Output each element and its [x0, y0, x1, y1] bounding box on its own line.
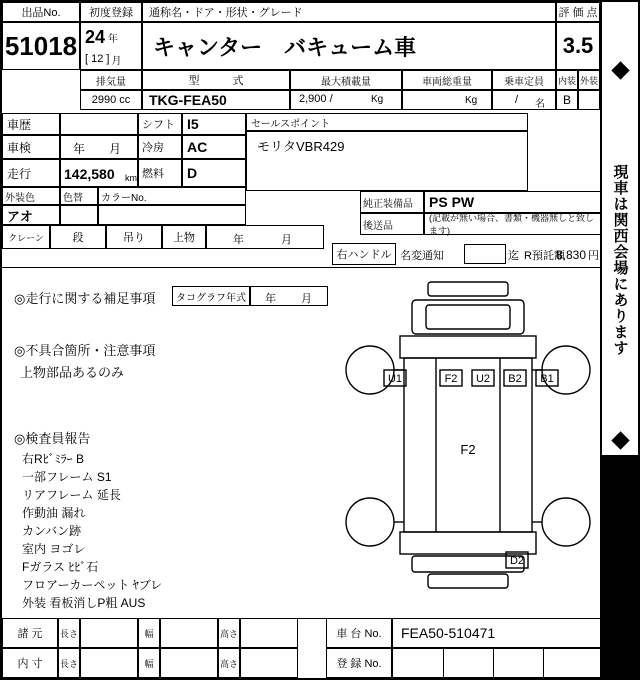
run-note-title: ◎走行に関する補足事項	[14, 291, 156, 306]
name-change-field[interactable]	[464, 244, 506, 264]
reg-year-value: 24	[85, 26, 106, 47]
inspector-line-2: 一部フレーム S1	[22, 470, 112, 484]
size-label: 内 寸	[2, 648, 58, 678]
inspector-line-9: 外装 看板消しP粗 AUS	[22, 596, 146, 610]
later-delivery-label: 後送品	[360, 213, 424, 235]
history-label: 車歴	[2, 113, 60, 135]
sales-point-label: セールスポイント	[246, 113, 528, 131]
mark-d2: D2	[509, 555, 525, 567]
size-height-label: 高さ	[218, 648, 240, 678]
size-width-value	[160, 648, 218, 678]
reg-month-unit: 月	[111, 55, 122, 67]
deposit-value: 8,830	[555, 248, 587, 262]
defect-title: ◎不具合箇所・注意事項	[14, 343, 156, 358]
inspector-line-5: カンバン跡	[22, 524, 82, 538]
capacity-value: / 名	[492, 90, 556, 110]
ac-value: AC	[182, 135, 246, 159]
tacho-date: 年 月	[250, 286, 328, 306]
inspector-line-4: 作動油 漏れ	[22, 506, 86, 520]
type-label: 型 式	[142, 70, 290, 90]
model-name-value: キャンター バキューム車	[142, 22, 556, 70]
diamond-top	[600, 60, 640, 80]
interior-grade-label: 内装	[556, 70, 578, 90]
mark-u2: U2	[475, 373, 491, 385]
black-bar	[600, 455, 640, 680]
capacity-label: 乗車定員	[492, 70, 556, 90]
first-registration-label: 初度登録	[80, 2, 142, 22]
exterior-color-value: アオ	[2, 205, 60, 225]
spec-label: 諸 元	[2, 618, 58, 648]
crane-label: クレーン	[2, 225, 50, 249]
rating-value: 3.5	[556, 22, 600, 70]
mark-b1: B1	[540, 373, 554, 385]
spec-height-value	[240, 618, 298, 648]
history-value	[60, 113, 138, 135]
inspector-line-1: 右Rﾋﾞﾐﾗｰ B	[22, 452, 85, 466]
spec-length-value	[80, 618, 138, 648]
venue-notice: 現車は関西会場にあります	[611, 164, 629, 356]
max-load-label: 最大積載量	[290, 70, 402, 90]
rating-label: 評 価 点	[556, 2, 600, 22]
mileage-value: 142,580 km	[60, 159, 138, 187]
inspector-line-8: フロアーカーペット ﾔブレ	[22, 578, 163, 592]
exterior-grade-value	[578, 90, 600, 110]
fuel-label: 燃料	[138, 159, 182, 187]
mark-u1: U1	[387, 373, 403, 385]
crane-steps: 段	[50, 225, 106, 249]
gross-weight-value: Kg	[402, 90, 492, 110]
color-number-label: カラーNo.	[98, 187, 246, 205]
fuel-value: D	[182, 159, 246, 187]
shift-label: シフト	[138, 113, 182, 135]
reg-year-unit: 年	[108, 33, 119, 45]
reg-month-value: [ 12 ]	[85, 53, 110, 65]
right-strip-text	[600, 95, 640, 425]
shift-value: I5	[182, 113, 246, 135]
registration-value	[392, 648, 600, 678]
name-change-label: 名変通知	[400, 250, 444, 262]
size-length-label: 長さ	[58, 648, 80, 678]
mark-f2-center: F2	[460, 442, 476, 457]
mark-f2-front: F2	[444, 373, 458, 385]
interior-grade-value: B	[556, 90, 578, 110]
inspector-line-3: リアフレーム 延長	[22, 488, 121, 502]
inspector-title: ◎検査員報告	[14, 431, 91, 446]
later-delivery-note: (記載が無い場合、書類・機器無しと致します)	[424, 213, 600, 235]
inspection-value: 年 月	[60, 135, 138, 159]
size-length-value	[80, 648, 138, 678]
spec-width-value	[160, 618, 218, 648]
displacement-value: 2990 cc	[80, 90, 142, 110]
model-name-label: 通称名・ドア・形状・グレード	[142, 2, 556, 22]
sales-point-value: モリタVBR429	[246, 131, 528, 191]
tacho-label: タコグラフ年式	[172, 286, 250, 306]
inspector-line-7: Fガラス ﾋﾋﾞ石	[22, 560, 99, 574]
mark-b2: B2	[508, 373, 522, 385]
mileage-label: 走行	[2, 159, 60, 187]
chassis-value: FEA50-510471	[392, 618, 600, 648]
defect-line-1: 上物部品あるのみ	[20, 365, 125, 380]
body-label: 上物	[162, 225, 206, 249]
mid-divider	[2, 267, 600, 268]
repaint-label: 色替	[60, 187, 98, 205]
chassis-label: 車 台 No.	[326, 618, 392, 648]
diamond-bottom	[600, 430, 640, 450]
registration-label: 登 録 No.	[326, 648, 392, 678]
deposit-unit: 円	[588, 250, 599, 262]
repaint-value	[60, 205, 98, 225]
equipment-label: 純正装備品	[360, 191, 424, 213]
exterior-color-label: 外装色	[2, 187, 60, 205]
size-width-label: 幅	[138, 648, 160, 678]
spec-height-label: 高さ	[218, 618, 240, 648]
right-handle-badge: 右ハンドル	[332, 243, 396, 265]
spec-length-label: 長さ	[58, 618, 80, 648]
ac-label: 冷房	[138, 135, 182, 159]
deposit-label-pre: 迄	[508, 250, 519, 262]
equipment-value: PS PW	[424, 191, 600, 213]
vehicle-diagram	[340, 278, 596, 604]
lot-number-value: 51018	[2, 22, 80, 70]
displacement-label: 排気量	[80, 70, 142, 90]
crane-hoist: 吊り	[106, 225, 162, 249]
max-load-value: 2,900 / Kg	[290, 90, 402, 110]
color-number-value	[98, 205, 246, 225]
spec-width-label: 幅	[138, 618, 160, 648]
exterior-grade-label: 外装	[578, 70, 600, 90]
first-registration-value	[80, 22, 142, 70]
body-date: 年 月	[206, 225, 324, 249]
size-height-value	[240, 648, 298, 678]
type-value: TKG-FEA50	[142, 90, 290, 110]
gross-weight-label: 車両総重量	[402, 70, 492, 90]
inspector-line-6: 室内 ヨゴレ	[22, 542, 86, 556]
inspection-label: 車検	[2, 135, 60, 159]
lot-number-label: 出品No.	[2, 2, 80, 22]
deposit-label: R預託額	[524, 250, 565, 262]
